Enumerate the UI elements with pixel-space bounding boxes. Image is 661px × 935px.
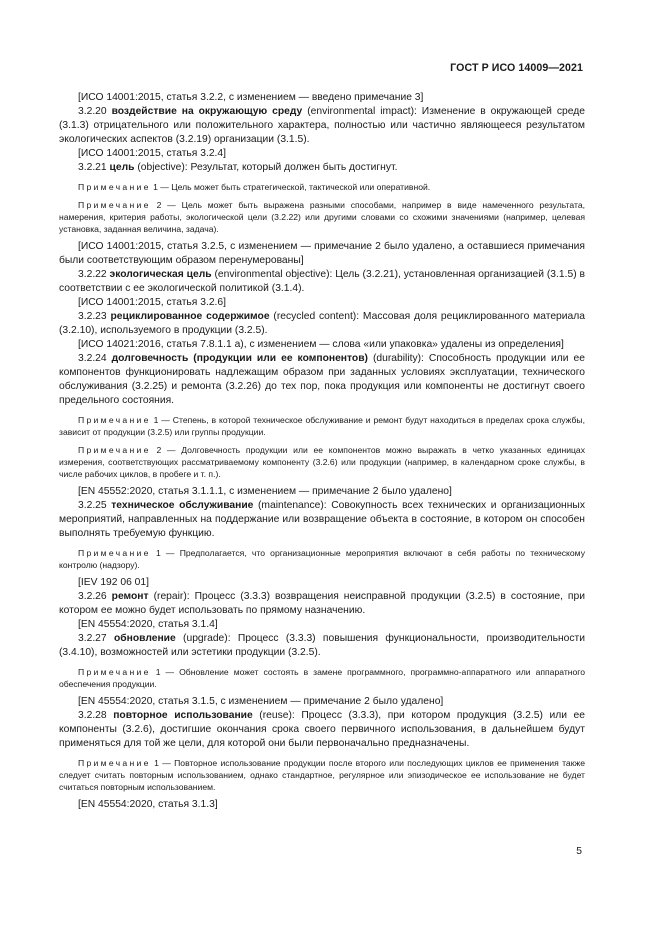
term-name: воздействие на окружающую среду — [111, 106, 303, 117]
term-number: 3.2.28 — [78, 710, 107, 721]
note — [59, 547, 585, 571]
term-number: 3.2.20 — [78, 106, 107, 117]
note-text: 1 — Степень, в которой техническое обслуживание и ремонт будут находиться в пределах срока службы, зависит от продукции (3.2.5) или группы продукции. — [59, 415, 585, 437]
source-reference: [EN 45554:2020, статья 3.1.4] — [78, 619, 218, 630]
note-text: 1 — Предполагается, что организационные мероприятия включают в себя работы по техническому контролю (надзору). — [59, 548, 585, 570]
note — [59, 414, 585, 438]
term-number: 3.2.25 — [78, 500, 107, 511]
note-label: Примечание — [78, 415, 151, 425]
note-label: Примечание — [78, 758, 151, 768]
note-text: 1 — Обновление может состоять в замене программного, программно-аппаратного или аппаратного обеспечения продукции. — [59, 667, 585, 689]
page-number: 5 — [576, 846, 582, 857]
source-reference: [ИСО 14001:2015, статья 3.2.2, с изменением — введено примечание 3] — [78, 92, 424, 103]
term-definition — [59, 161, 585, 175]
term-definition — [59, 105, 585, 147]
term-number: 3.2.26 — [78, 591, 107, 602]
term-number: 3.2.27 — [78, 633, 107, 644]
note — [59, 666, 585, 690]
term-text: (upgrade): Процесс (3.3.3) повышения функциональности, производительности (3.4.10), возможностей или эстетики продукции (3.2.5). — [59, 633, 585, 658]
note-text: 2 — Цель может быть выражена разными способами, например в виде намеченного результата, намерения, критерия работы, экологической цели (3.2.22) или другими словами со схожими значениями (например, целевая установка, заданная величина, задача). — [59, 200, 585, 234]
note-label: Примечание — [78, 200, 151, 210]
term-number: 3.2.23 — [78, 311, 107, 322]
term-definition — [59, 268, 585, 296]
term-text: (reuse): Процесс (3.3.3), при котором продукция (3.2.5) или ее компоненты (3.2.6), достигшие окончания срока своего первичного использования, в дальнейшем будут применяться для той же цели, для которой они были первоначально предназначены. — [59, 710, 585, 749]
term-text: (maintenance): Совокупность всех технических и организационных мероприятий, направленных на поддержание или возвращение объекта в состояние, в котором он способен выполнять требуемую функцию. — [59, 500, 585, 539]
note — [59, 757, 585, 793]
note — [59, 199, 585, 235]
term-name: долговечность (продукции или ее компонентов) — [111, 353, 368, 364]
term-name: рециклированное содержимое — [110, 311, 270, 322]
note-text: 1 — Повторное использование продукции после второго или последующих циклов ее применения также следует считать повторным использованием, однако стандартное, регулярное или эпизодическое ее использование не будет считаться повторным использованием. — [59, 758, 585, 792]
term-definition — [59, 310, 585, 338]
note-label: Примечание — [78, 548, 151, 558]
term-text: (environmental objective): Цель (3.2.21), установленная организацией (3.1.5) в соответствии с ее экологической политикой (3.1.4). — [59, 269, 585, 294]
source-reference: [ИСО 14021:2016, статья 7.8.1.1 а), с изменением — слова «или упаковка» удалены из определения] — [78, 339, 564, 350]
note — [59, 181, 585, 193]
term-text: (recycled content): Массовая доля рециклированного материала (3.2.10), используемого в продукции (3.2.5). — [59, 311, 585, 336]
term-name: техническое обслуживание — [111, 500, 254, 511]
note-label: Примечание — [78, 182, 151, 192]
note-text: 2 — Долговечность продукции или ее компонентов можно выражать в четко указанных единицах измерения, соответствующих рассматриваемому компоненту (3.2.6) или продукции (например, в календарном сроке службы, в числе рабочих циклов, в пробеге и т. п.). — [59, 445, 585, 479]
term-text: (environmental impact): Изменение в окружающей среде (3.1.3) отрицательного или положительного характера, полностью или частично являющееся результатом экологических аспектов (3.2.19) организации (3.1.5). — [59, 106, 585, 145]
term-definition — [59, 352, 585, 408]
term-definition — [59, 632, 585, 660]
term-name: повторное использование — [113, 710, 253, 721]
term-text: (durability): Способность продукции или ее компонентов функционировать надлежащим образом при заданных условиях эксплуатации, технического обслуживания (3.2.25) и ремонта (3.2.26) до тех пор, пока продукция или компоненты не достигнут своего предельного состояния. — [59, 353, 585, 406]
term-definition — [59, 709, 585, 751]
term-definition — [59, 590, 585, 618]
note-label: Примечание — [78, 445, 151, 455]
term-name: экологическая цель — [109, 269, 212, 280]
term-name: ремонт — [111, 591, 149, 602]
document-body — [59, 91, 585, 812]
source-reference: [ИСО 14001:2015, статья 3.2.6] — [78, 297, 226, 308]
source-reference: [ИСО 14001:2015, статья 3.2.4] — [78, 148, 226, 159]
source-reference: [ИСО 14001:2015, статья 3.2.5, с изменением — примечание 2 было удалено, а оставшиеся примечания были соответствующим образом перенумерованы] — [59, 241, 585, 266]
term-text: (repair): Процесс (3.3.3) возвращения неисправной продукции (3.2.5) в состояние, при котором ее можно будет использовать по прямому назначению. — [59, 591, 585, 616]
source-reference: [EN 45554:2020, статья 3.1.5, с изменением — примечание 2 было удалено] — [78, 696, 444, 707]
note-label: Примечание — [78, 667, 151, 677]
note-text: 1 — Цель может быть стратегической, тактической или оперативной. — [150, 182, 431, 192]
term-name: обновление — [113, 633, 176, 644]
term-name: цель — [109, 162, 135, 173]
term-number: 3.2.21 — [78, 162, 107, 173]
source-reference: [EN 45554:2020, статья 3.1.3] — [78, 799, 218, 810]
note — [59, 444, 585, 480]
term-definition — [59, 499, 585, 541]
standard-code: ГОСТ Р ИСО 14009—2021 — [450, 62, 583, 74]
term-number: 3.2.22 — [78, 269, 107, 280]
source-reference: [EN 45552:2020, статья 3.1.1.1, с изменением — примечание 2 было удалено] — [78, 486, 452, 497]
term-text: (objective): Результат, который должен быть достигнут. — [134, 162, 398, 173]
source-reference: [IEV 192 06 01] — [78, 577, 149, 588]
term-number: 3.2.24 — [78, 353, 107, 364]
